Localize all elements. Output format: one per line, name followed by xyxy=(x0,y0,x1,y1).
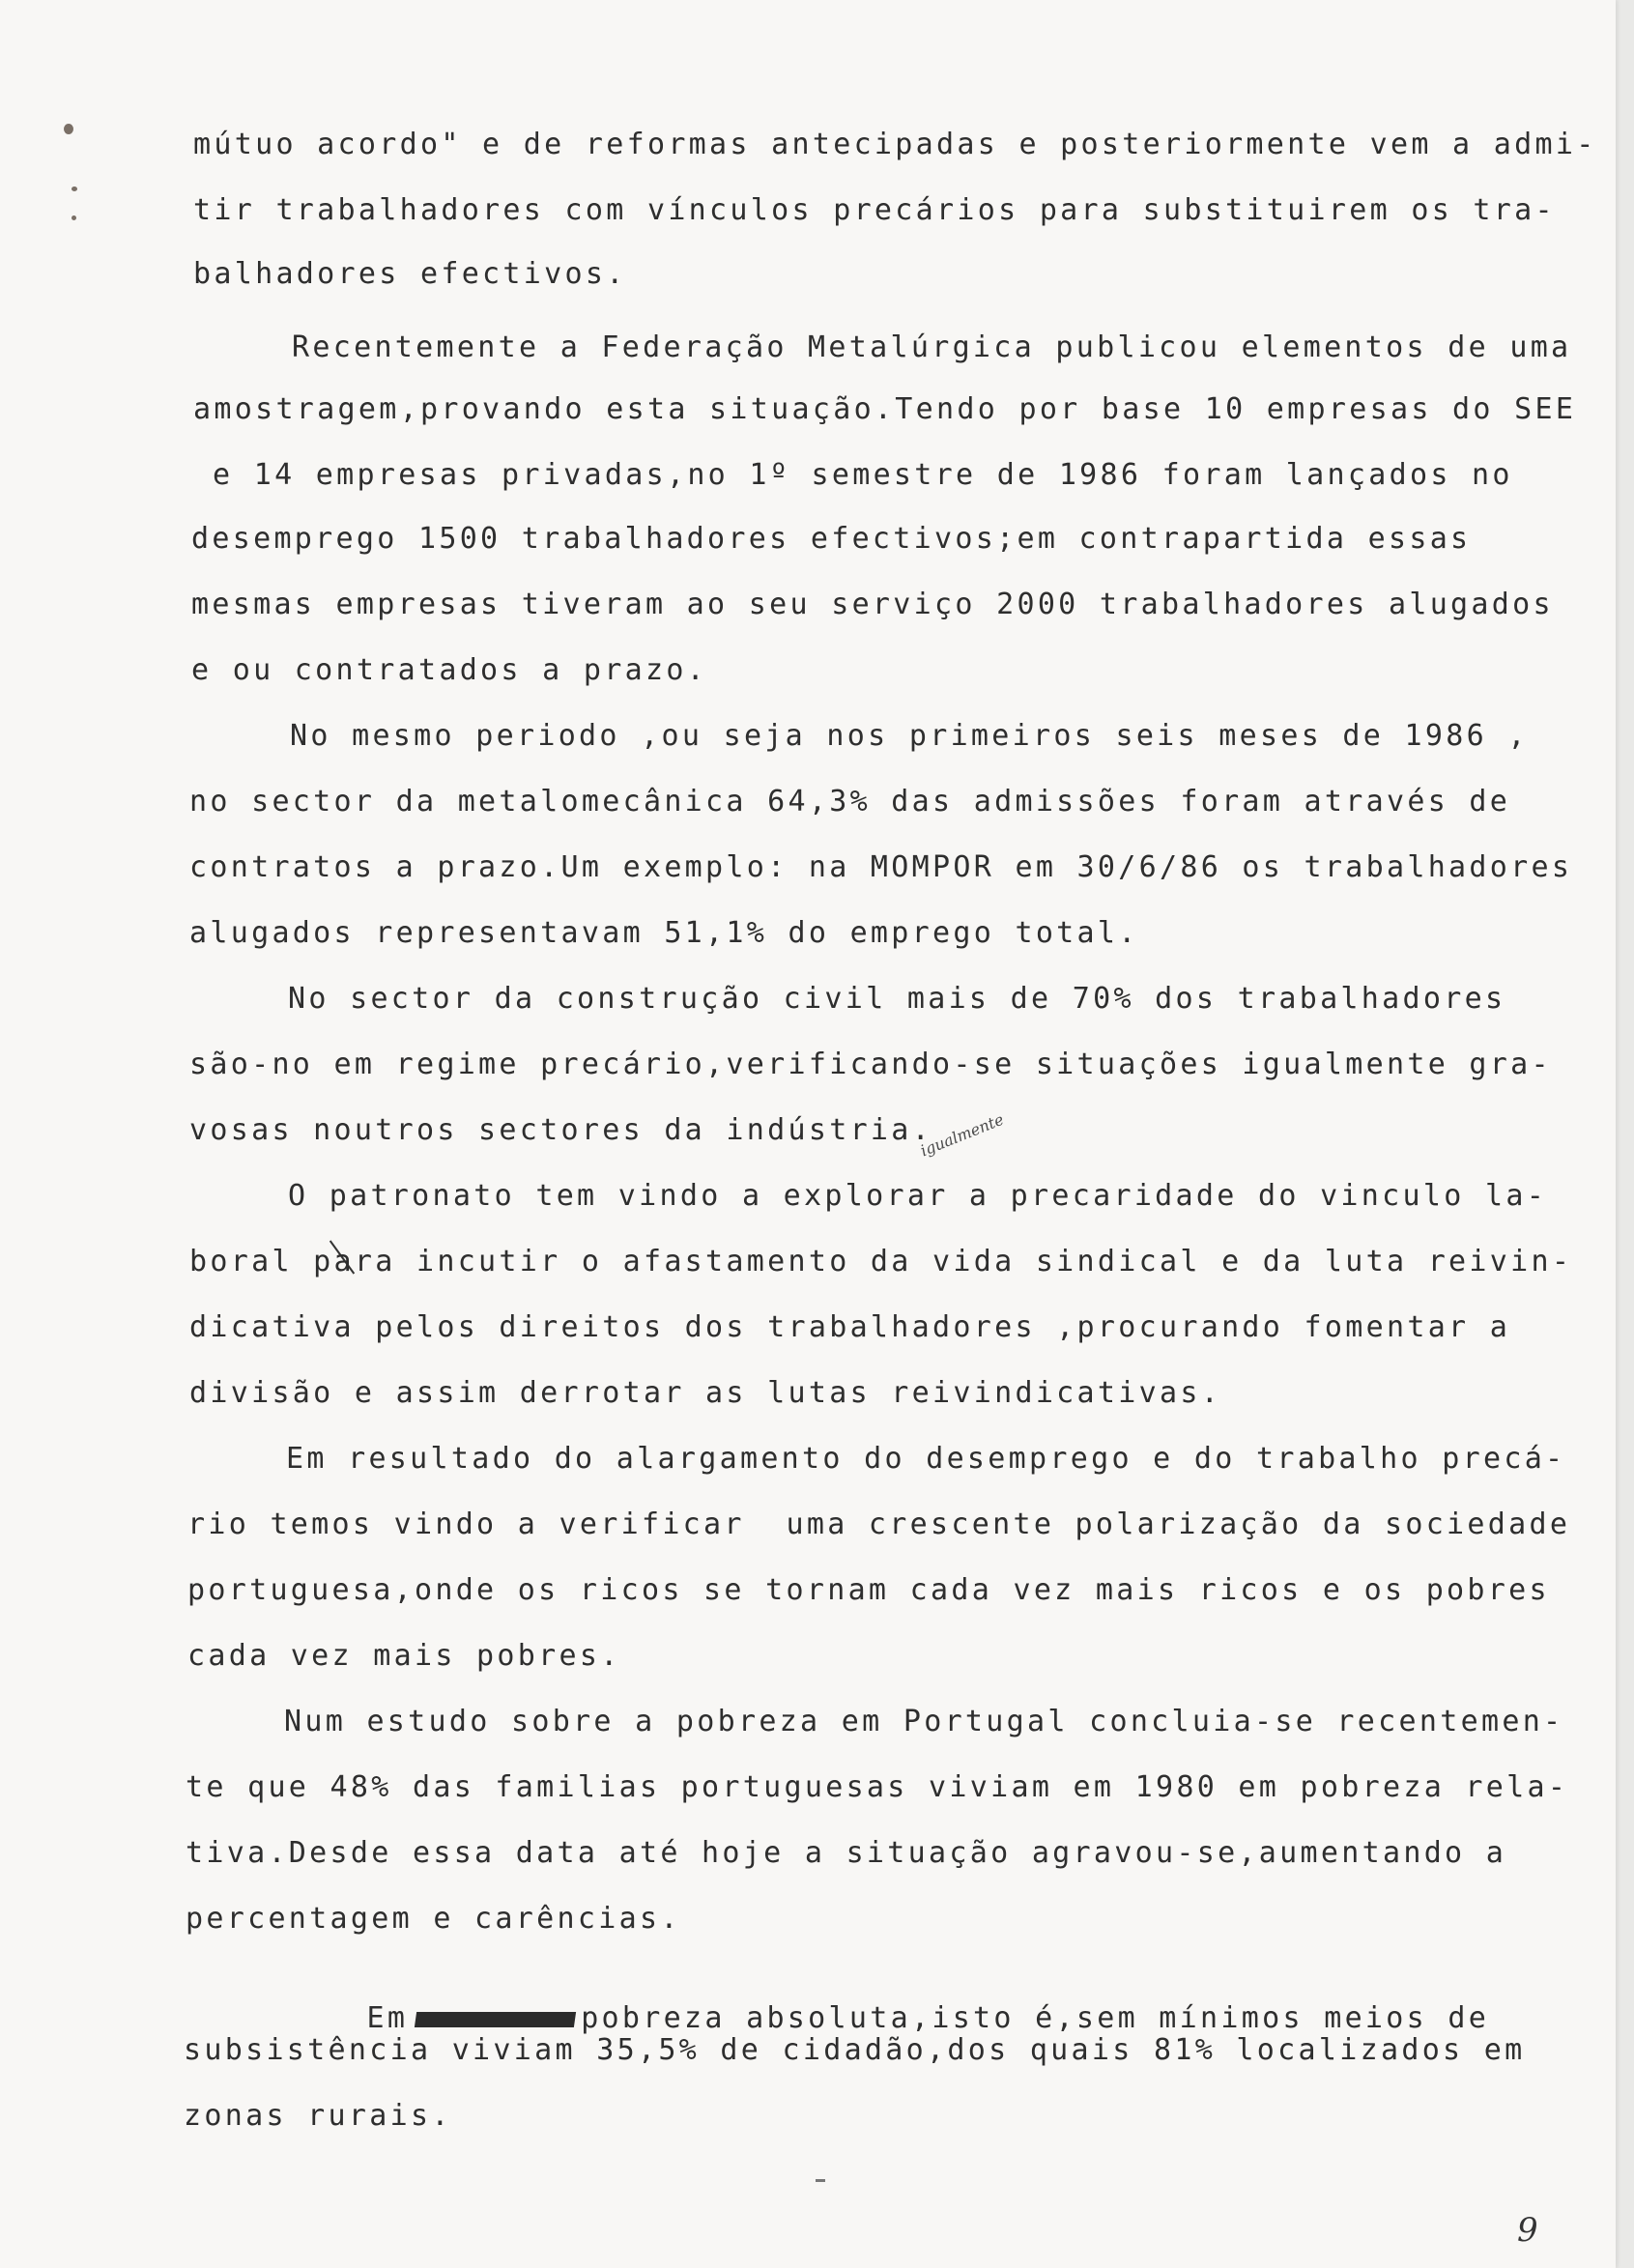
text-line: mesmas empresas tiveram ao seu serviço 2000 trabalhadores alugados xyxy=(191,588,1554,621)
text-line: Em resultado do alargamento do desemprego e do trabalho precá- xyxy=(286,1442,1566,1476)
text-line: alugados representavam 51,1% do emprego total. xyxy=(189,916,1139,950)
text-line: no sector da metalomecânica 64,3% das admissões foram através de xyxy=(189,785,1511,818)
text-line: tir trabalhadores com vínculos precários para substituirem os tra- xyxy=(193,193,1556,227)
text-line: amostragem,provando esta situação.Tendo por base 10 empresas do SEE xyxy=(193,392,1577,426)
margin-mark xyxy=(72,187,77,191)
text-line: percentagem e carências. xyxy=(186,1902,681,1936)
text-line: zonas rurais. xyxy=(184,2099,452,2133)
text-line: cada vez mais pobres. xyxy=(187,1639,621,1673)
text-line: e 14 empresas privadas,no 1º semestre de 1986 foram lançados no xyxy=(213,458,1513,492)
text-line: rio temos vindo a verificar uma crescente polarização da sociedade xyxy=(187,1507,1571,1541)
text-line: Num estudo sobre a pobreza em Portugal concluia-se recentemen- xyxy=(284,1705,1564,1738)
text-line: são-no em regime precário,verificando-se situações igualmente gra- xyxy=(189,1048,1552,1081)
text-line: O patronato tem vindo a explorar a precaridade do vinculo la- xyxy=(288,1179,1548,1213)
margin-mark xyxy=(72,215,76,220)
text-line: contratos a prazo.Um exemplo: na MOMPOR em 30/6/86 os trabalhadores xyxy=(189,850,1573,884)
text-line: divisão e assim derrotar as lutas reivindicativas. xyxy=(189,1376,1222,1410)
text-line: balhadores efectivos. xyxy=(193,257,627,291)
page-number: 9 xyxy=(1517,2211,1538,2250)
redacted-line-start: Em xyxy=(366,2001,409,2035)
text-line: Recentemente a Federação Metalúrgica publicou elementos de uma xyxy=(292,330,1572,364)
text-line: portuguesa,onde os ricos se tornam cada vez mais ricos e os pobres xyxy=(187,1573,1550,1607)
text-line: No mesmo periodo ,ou seja nos primeiros seis meses de 1986 , xyxy=(290,719,1529,753)
redacted-line-end: pobreza absoluta,isto é,sem mínimos meios de xyxy=(581,2001,1490,2035)
text-line: te que 48% das familias portuguesas viviam em 1980 em pobreza rela- xyxy=(186,1770,1569,1804)
text-line: e ou contratados a prazo. xyxy=(191,653,708,687)
text-line: subsistência viviam 35,5% de cidadão,dos quais 81% localizados em xyxy=(184,2033,1526,2067)
text-line: No sector da construção civil mais de 70% dos trabalhadores xyxy=(288,982,1506,1016)
text-line: mútuo acordo" e de reformas antecipadas e posteriormente vem a admi- xyxy=(193,128,1597,161)
text-line: tiva.Desde essa data até hoje a situação agravou-se,aumentando a xyxy=(186,1836,1507,1870)
text-line: boral para incutir o afastamento da vida sindical e da luta reivin- xyxy=(189,1245,1573,1278)
stray-mark xyxy=(816,2179,825,2182)
text-line: vosas noutros sectores da indústria. xyxy=(189,1113,933,1147)
text-line: dicativa pelos direitos dos trabalhadores ,procurando fomentar a xyxy=(189,1310,1511,1344)
margin-mark xyxy=(64,124,73,134)
handwritten-annotation: igualmente xyxy=(917,1109,1007,1161)
redaction-block xyxy=(415,2012,576,2027)
text-line: desemprego 1500 trabalhadores efectivos;em contrapartida essas xyxy=(191,522,1472,556)
